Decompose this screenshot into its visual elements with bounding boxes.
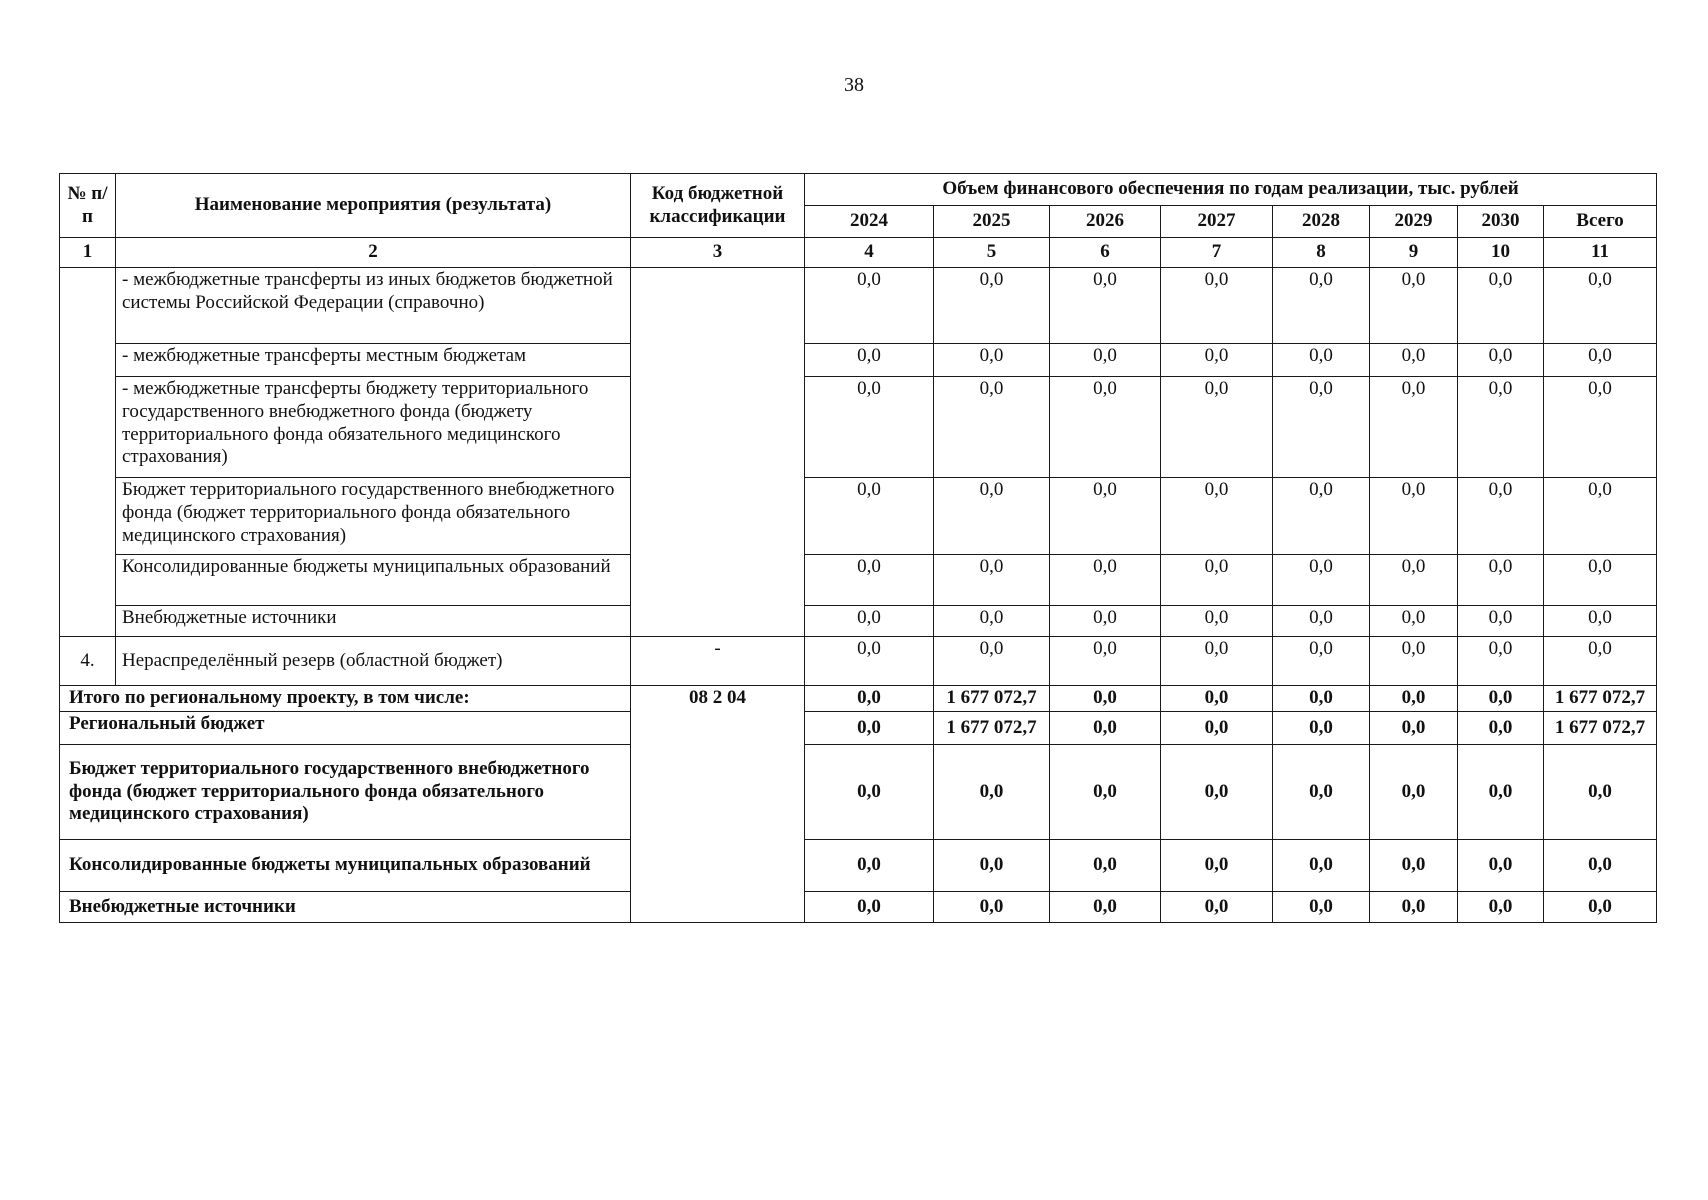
reserve-code: - [631,637,805,686]
value-cell: 0,0 [1458,637,1544,686]
value-cell: 0,0 [1273,268,1370,344]
table-row [60,555,1657,606]
value-cell: 0,0 [1161,840,1273,892]
value-cell: 0,0 [1050,555,1161,606]
totals-name: Итого по региональному проекту, в том числе: [60,686,631,712]
value-cell: 0,0 [1458,478,1544,555]
column-number: 6 [1050,238,1161,268]
value-cell: 0,0 [1050,377,1161,478]
reserve-row [60,637,1657,686]
value-cell: 0,0 [934,555,1050,606]
table-row [60,377,1657,478]
row-name: Консолидированные бюджеты муниципальных образований [116,555,631,606]
value-cell: 0,0 [805,892,934,923]
value-cell: 0,0 [934,606,1050,637]
totals-name: Бюджет территориального государственного внебюджетного фонда (бюджет территориального фонда обязательного медицинского страхования) [60,745,631,840]
value-cell: 0,0 [1273,712,1370,745]
value-cell: 0,0 [1544,840,1657,892]
column-numbers-row [60,238,1657,268]
row-name: Внебюджетные источники [116,606,631,637]
column-number: 10 [1458,238,1544,268]
column-number: 4 [805,238,934,268]
totals-name: Внебюджетные источники [60,892,631,923]
empty-code-cell [631,268,805,637]
header-year: 2026 [1050,206,1161,238]
value-cell: 0,0 [1458,268,1544,344]
value-cell: 0,0 [1050,268,1161,344]
value-cell: 0,0 [805,606,934,637]
value-cell: 0,0 [1050,712,1161,745]
totals-name: Консолидированные бюджеты муниципальных образований [60,840,631,892]
row-name: - межбюджетные трансферты местным бюджетам [116,344,631,377]
table-row [60,606,1657,637]
value-cell: 0,0 [1458,555,1544,606]
value-cell: 0,0 [1370,555,1458,606]
totals-name: Региональный бюджет [60,712,631,745]
header-row [60,174,1657,206]
header-code: Код бюджетной классификации [631,174,805,238]
value-cell: 0,0 [934,745,1050,840]
value-cell: 0,0 [1273,344,1370,377]
reserve-name: Нераспределённый резерв (областной бюджет) [116,637,631,686]
value-cell: 0,0 [1544,892,1657,923]
financing-table [59,173,1657,923]
value-cell: 0,0 [805,745,934,840]
row-name: - межбюджетные трансферты бюджету территориального государственного внебюджетного фонда (бюджету территориального фонда обязательного медицинского страхования) [116,377,631,478]
value-cell: 0,0 [1050,344,1161,377]
value-cell: 0,0 [934,892,1050,923]
value-cell: 0,0 [1370,478,1458,555]
value-cell: 0,0 [1544,606,1657,637]
totals-row [60,840,1657,892]
value-cell: 0,0 [1370,686,1458,712]
value-cell: 0,0 [805,555,934,606]
value-cell: 0,0 [1273,840,1370,892]
value-cell: 0,0 [1050,478,1161,555]
value-cell: 0,0 [934,637,1050,686]
header-year: 2030 [1458,206,1544,238]
value-cell: 0,0 [1050,606,1161,637]
value-cell: 0,0 [1370,840,1458,892]
totals-row [60,712,1657,745]
header-name: Наименование мероприятия (результата) [116,174,631,238]
value-cell: 0,0 [805,344,934,377]
value-cell: 0,0 [1370,892,1458,923]
value-cell: 0,0 [1161,606,1273,637]
value-cell: 0,0 [1273,606,1370,637]
table-row [60,478,1657,555]
value-cell: 0,0 [1544,555,1657,606]
value-cell: 0,0 [805,268,934,344]
table-row [60,268,1657,344]
value-cell: 0,0 [1544,268,1657,344]
value-cell: 0,0 [1458,686,1544,712]
page-number: 38 [844,74,864,96]
header-year: 2025 [934,206,1050,238]
value-cell: 0,0 [1370,606,1458,637]
column-number: 11 [1544,238,1657,268]
value-cell: 1 677 072,7 [934,712,1050,745]
value-cell: 0,0 [1273,686,1370,712]
value-cell: 0,0 [1544,478,1657,555]
value-cell: 0,0 [934,268,1050,344]
totals-row [60,745,1657,840]
value-cell: 0,0 [934,840,1050,892]
column-number: 1 [60,238,116,268]
value-cell: 0,0 [1458,712,1544,745]
value-cell: 0,0 [1273,892,1370,923]
value-cell: 0,0 [1273,745,1370,840]
column-number: 8 [1273,238,1370,268]
value-cell: 1 677 072,7 [934,686,1050,712]
value-cell: 0,0 [1161,892,1273,923]
value-cell: 0,0 [805,637,934,686]
header-finance: Объем финансового обеспечения по годам реализации, тыс. рублей [805,174,1657,206]
value-cell: 0,0 [1370,344,1458,377]
header-year: 2029 [1370,206,1458,238]
value-cell: 0,0 [934,377,1050,478]
value-cell: 0,0 [1458,892,1544,923]
value-cell: 0,0 [1273,555,1370,606]
header-total: Всего [1544,206,1657,238]
header-year: 2024 [805,206,934,238]
value-cell: 0,0 [1458,344,1544,377]
value-cell: 0,0 [934,478,1050,555]
value-cell: 0,0 [1161,344,1273,377]
value-cell: 1 677 072,7 [1544,686,1657,712]
value-cell: 0,0 [1458,745,1544,840]
header-year: 2028 [1273,206,1370,238]
value-cell: 0,0 [1544,637,1657,686]
value-cell: 0,0 [1370,712,1458,745]
header-no: № п/п [60,174,116,238]
value-cell: 0,0 [1161,478,1273,555]
value-cell: 0,0 [1273,478,1370,555]
value-cell: 0,0 [805,840,934,892]
value-cell: 0,0 [1161,686,1273,712]
value-cell: 0,0 [1544,745,1657,840]
value-cell: 0,0 [1161,268,1273,344]
value-cell: 0,0 [1370,377,1458,478]
column-number: 5 [934,238,1050,268]
value-cell: 0,0 [1161,637,1273,686]
value-cell: 0,0 [1544,377,1657,478]
value-cell: 0,0 [1458,840,1544,892]
value-cell: 0,0 [1050,637,1161,686]
value-cell: 0,0 [1544,344,1657,377]
value-cell: 0,0 [934,344,1050,377]
value-cell: 0,0 [1050,686,1161,712]
value-cell: 0,0 [805,712,934,745]
column-number: 3 [631,238,805,268]
budget-code: 08 2 04 [631,686,805,923]
value-cell: 0,0 [1050,840,1161,892]
value-cell: 0,0 [1370,745,1458,840]
value-cell: 0,0 [1161,377,1273,478]
value-cell: 0,0 [1161,712,1273,745]
column-number: 2 [116,238,631,268]
value-cell: 0,0 [1458,377,1544,478]
totals-row [60,686,1657,712]
value-cell: 0,0 [1273,637,1370,686]
value-cell: 0,0 [1161,745,1273,840]
value-cell: 0,0 [1458,606,1544,637]
value-cell: 0,0 [1050,892,1161,923]
empty-index-cell [60,268,116,637]
totals-row [60,892,1657,923]
reserve-index: 4. [60,637,116,686]
value-cell: 0,0 [805,686,934,712]
header-year: 2027 [1161,206,1273,238]
value-cell: 0,0 [1161,555,1273,606]
value-cell: 0,0 [805,377,934,478]
value-cell: 0,0 [1370,268,1458,344]
row-name: Бюджет территориального государственного внебюджетного фонда (бюджет территориального фонда обязательного медицинского страхования) [116,478,631,555]
value-cell: 0,0 [1273,377,1370,478]
value-cell: 0,0 [1050,745,1161,840]
column-number: 9 [1370,238,1458,268]
column-number: 7 [1161,238,1273,268]
row-name: - межбюджетные трансферты из иных бюджетов бюджетной системы Российской Федерации (справочно) [116,268,631,344]
value-cell: 0,0 [1370,637,1458,686]
value-cell: 1 677 072,7 [1544,712,1657,745]
value-cell: 0,0 [805,478,934,555]
table-row [60,344,1657,377]
